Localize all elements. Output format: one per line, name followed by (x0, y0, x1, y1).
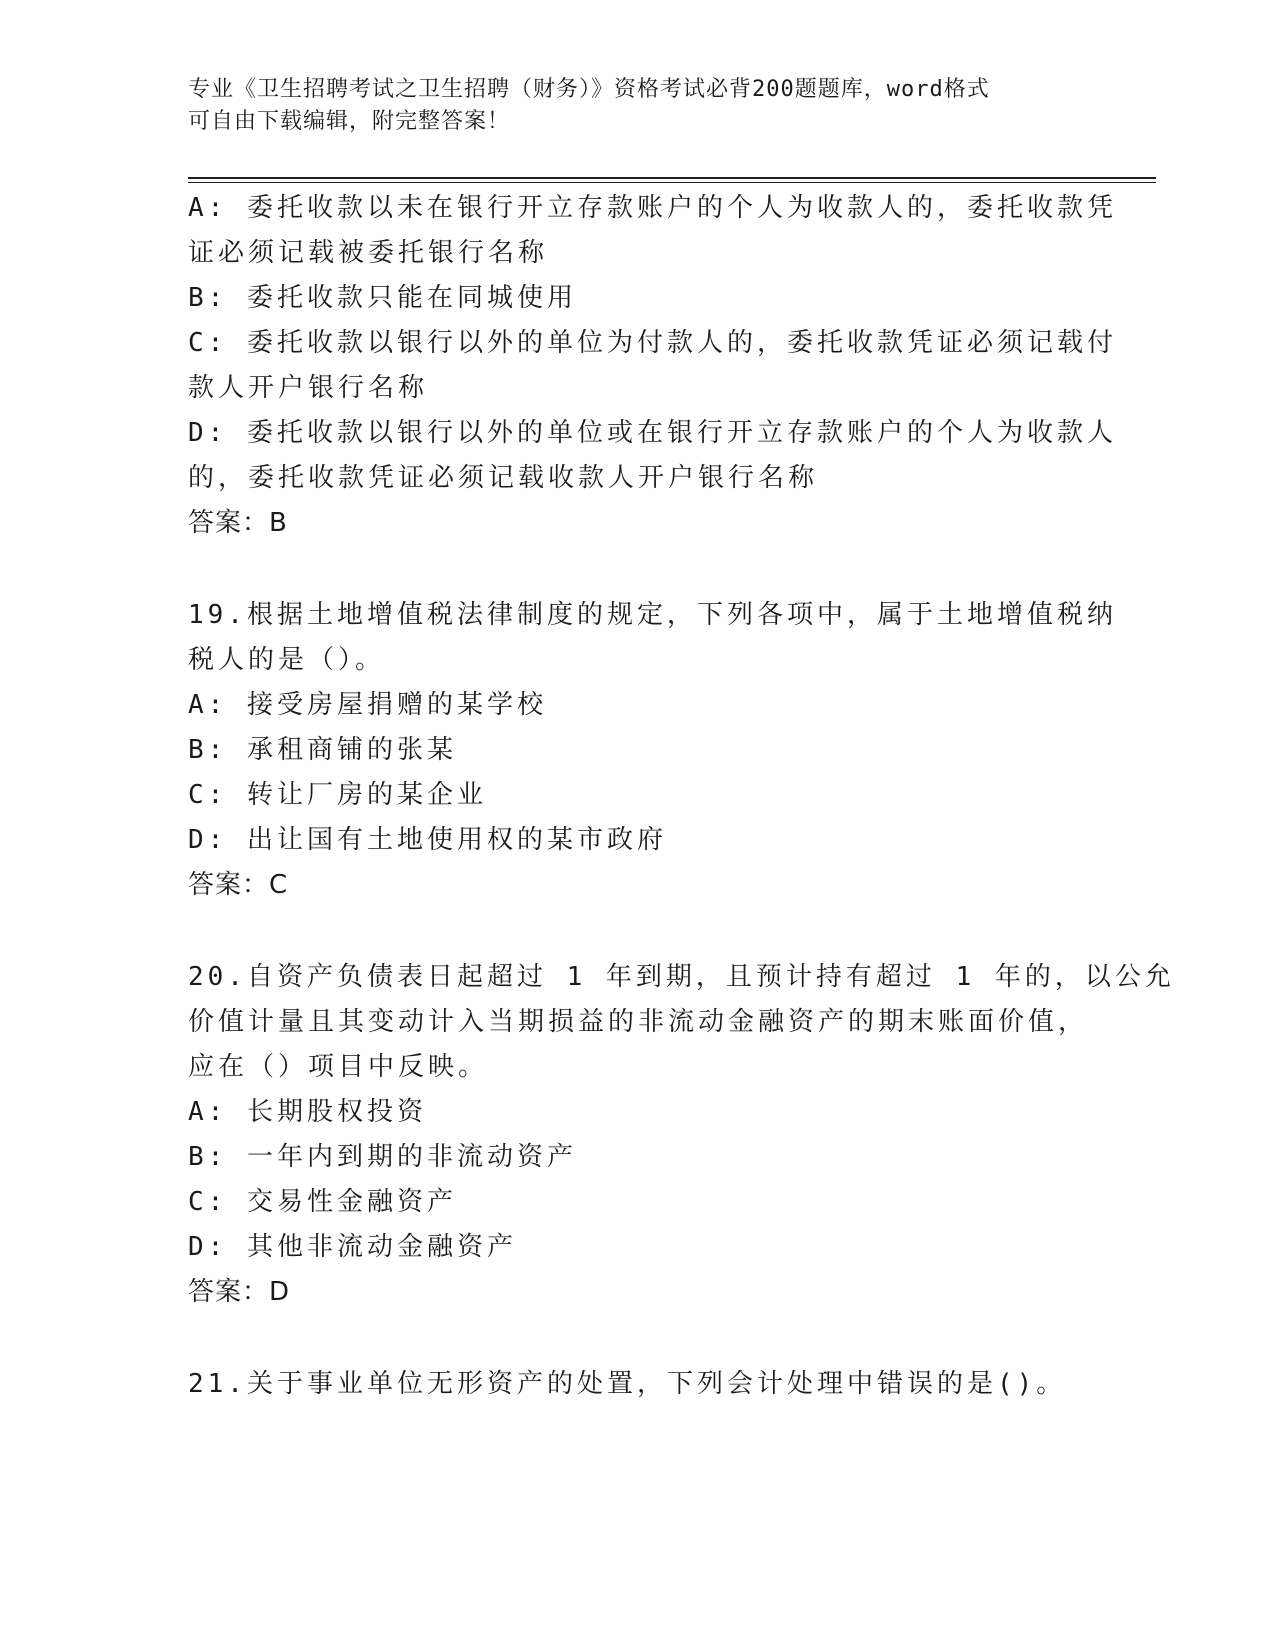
answer: 答案：C (188, 870, 289, 900)
option-a: A: 长期股权投资 (188, 1097, 427, 1127)
option-b: B: 承租商铺的张某 (188, 735, 457, 765)
option-c: C: 交易性金融资产 (188, 1187, 457, 1217)
option-a: A: 接受房屋捐赠的某学校 (188, 690, 547, 720)
option-c-line-2: 款人开户银行名称 (188, 373, 429, 403)
question-content (188, 186, 1175, 1407)
header-divider-thin (188, 182, 1156, 183)
option-a-line-2: 证必须记载被委托银行名称 (188, 238, 549, 268)
spacer (188, 908, 1068, 955)
spacer (188, 1315, 1068, 1362)
question-20 (188, 955, 1175, 1315)
option-b: B: 一年内到期的非流动资产 (188, 1142, 577, 1172)
question-stem-line-2: 价值计量且其变动计入当期损益的非流动金融资产的期末账面价值， (188, 1007, 1089, 1037)
question-stem-line-1: 19.根据土地增值税法律制度的规定，下列各项中，属于土地增值税纳 (188, 600, 1117, 630)
question-stem-line-3: 应在（）项目中反映。 (188, 1052, 489, 1082)
option-d: D: 出让国有土地使用权的某市政府 (188, 825, 667, 855)
option-c: C: 转让厂房的某企业 (188, 780, 487, 810)
header-line-1: 专业《卫生招聘考试之卫生招聘（财务）》资格考试必背200题题库，word格式 (188, 77, 990, 102)
question-stem-line-1: 20.自资产负债表日起超过 1 年到期，且预计持有超过 1 年的，以公允 (188, 962, 1175, 992)
header-line-2: 可自由下载编辑，附完整答案！ (188, 109, 511, 134)
answer: 答案：D (188, 1277, 291, 1307)
question-19 (188, 593, 1117, 908)
option-a-line-1: A: 委托收款以未在银行开立存款账户的个人为收款人的，委托收款凭 (188, 193, 1117, 223)
question-21 (188, 1362, 1068, 1407)
header-divider-thick (188, 177, 1156, 179)
question-stem-line-2: 税人的是（）。 (188, 645, 386, 675)
option-c-line-1: C: 委托收款以银行以外的单位为付款人的，委托收款凭证必须记载付 (188, 328, 1117, 358)
option-b: B: 委托收款只能在同城使用 (188, 283, 577, 313)
document-header (188, 74, 1068, 138)
option-d-line-2: 的，委托收款凭证必须记载收款人开户银行名称 (188, 463, 819, 493)
option-d-line-1: D: 委托收款以银行以外的单位或在银行开立存款账户的个人为收款人 (188, 418, 1117, 448)
question-stem-line-1: 21.关于事业单位无形资产的处置，下列会计处理中错误的是()。 (188, 1369, 1067, 1399)
spacer (188, 546, 1068, 593)
option-d: D: 其他非流动金融资产 (188, 1232, 517, 1262)
question-18 (188, 186, 1117, 546)
answer: 答案：B (188, 508, 288, 538)
